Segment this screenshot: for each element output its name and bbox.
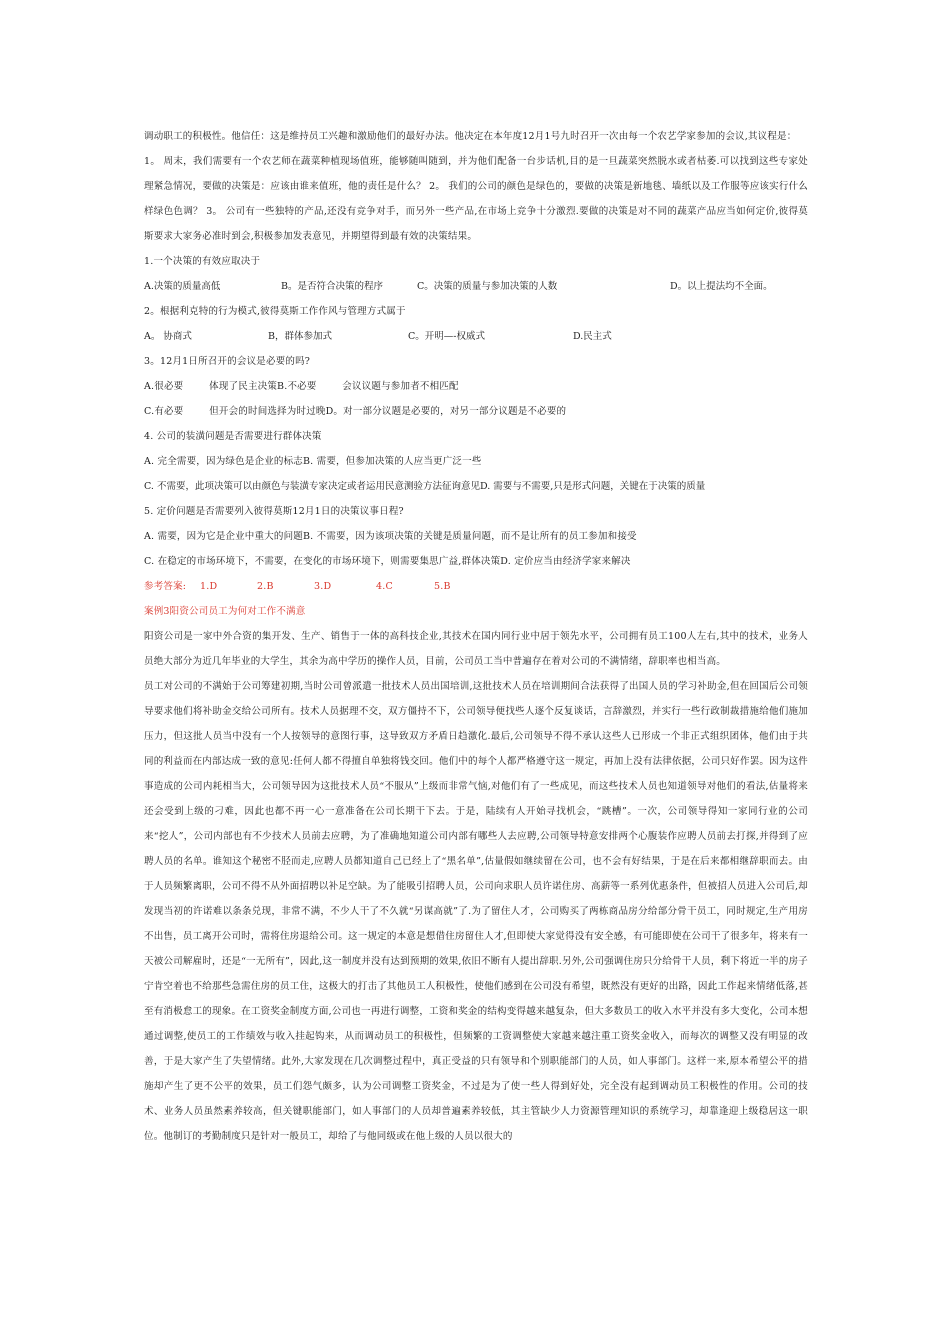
question-2-stem: 2。根据利克特的行为模式,彼得莫斯工作作风与管理方式属于 xyxy=(144,306,406,317)
question-2-option-a: A。 协商式 xyxy=(144,331,192,342)
intro-agenda-paragraph: 1。 周末，我们需要有一个农艺师在蔬菜种植现场值班，能够随叫随到，并为他们配备一台步话机,目的是一旦蔬菜突然脱水或者枯萎.可以找到这些专家处理紧急情况，要做的决策是：应该由谁来值班，他的责任是什么？ 2。 我们的公司的颜色是绿色的，要做的决策是新地毯、墙纸以及工作服等应该实行什么样绿色色调？ 3。 公司有一些独特的产品,还没有竞争对手，而另外一些产品,在市场上竞争十分激烈.要做的决策是对不同的蔬菜产品应当如何定价,彼得莫斯要求大家务必准时到会,积极参加发表意见，并期望得到最有效的决策结果。 xyxy=(144,156,808,242)
question-4-options-line-1: A. 完全需要，因为绿色是企业的标志B. 需要，但参加决策的人应当更广泛一些 xyxy=(144,456,482,467)
answer-key xyxy=(144,574,808,599)
question-3-options-line-2: C.有必要 但开会的时间选择为时过晚D。对一部分议题是必要的，对另一部分议题是不必要的 xyxy=(144,406,567,417)
question-3-stem: 3。12月1日所召开的会议是必要的吗? xyxy=(144,356,311,367)
answer-key-label: 参考答案: xyxy=(144,581,187,592)
answer-3: 3.D xyxy=(314,581,332,592)
question-3-options-line-1: A.很必要 体现了民主决策B.不必要 会议议题与参加者不相匹配 xyxy=(144,381,459,392)
question-5-options-line-1: A. 需要，因为它是企业中重大的问题B. 不需要，因为该项决策的关键是质量问题，而不是让所有的员工参加和接受 xyxy=(144,531,637,542)
answer-2: 2.B xyxy=(257,581,274,592)
question-5-stem: 5. 定价问题是否需要列入彼得莫斯12月1日的决策议事日程? xyxy=(144,506,404,517)
question-1-options xyxy=(144,274,808,299)
question-2-option-d: D.民主式 xyxy=(573,331,612,342)
question-2-options xyxy=(144,324,808,349)
question-1-stem: 1.一个决策的有效应取决于 xyxy=(144,256,261,267)
question-1-option-a: A.决策的质量高低 xyxy=(144,281,221,292)
question-2-option-b: B，群体参加式 xyxy=(268,331,332,342)
case-3-title: 案例3阳资公司员工为何对工作不满意 xyxy=(144,606,306,617)
question-1-option-c: C。决策的质量与参加决策的人数 xyxy=(417,281,558,292)
intro-paragraph-1: 调动职工的积极性。他信任：这是维持员工兴趣和激励他们的最好办法。他决定在本年度12月1号九时召开一次由每一个农艺学家参加的会议,其议程是： xyxy=(144,131,797,142)
answer-4: 4.C xyxy=(376,581,393,592)
answer-1: 1.D xyxy=(200,581,218,592)
case-3-paragraph-2: 员工对公司的不满始于公司筹建初期,当时公司曾派遣一批技术人员出国培训,这批技术人员在培训期间合法获得了出国人员的学习补助金,但在回国后公司领导要求他们将补助金交给公司所有。技术人员据理不交，双方僵持不下，公司领导便找些人逐个反复谈话，言辞激烈，并实行一些行政制裁措施给他们施加压力，但这批人员当中没有一个人按领导的意图行事，这导致双方矛盾日趋激化.最后,公司领导不得不承认这些人已形成一个非正式组织团体，他们由于共同的利益而在内部达成一致的意见:任何人都不得擅自单独将钱交回。他们中的每个人都严格遵守这一规定，再加上没有法律依据，公司只好作罢。因为这件事造成的公司内耗相当大，公司领导因为这批技术人员“不服从”上级而非常气恼,对他们有了一些成见，而这些技术人员也知道领导对他们的看法,估量将来还会受到上级的刁难，因此也都不再一心一意准备在公司长期干下去。于是，陆续有人开始寻找机会，“跳槽”。一次，公司领导得知一家同行业的公司来“挖人”，公司内部也有不少技术人员前去应聘，为了准确地知道公司内部有哪些人去应聘,公司领导特意安排两个心腹装作应聘人员前去打探,并得到了应聘人员的名单。谁知这个秘密不胫而走,应聘人员都知道自己已经上了“黑名单”,估量假如继续留在公司，也不会有好结果，于是在后来都相继辞职而去。由于人员频繁离职，公司不得不从外面招聘以补足空缺。为了能吸引招聘人员，公司向求职人员许诺住房、高薪等一系列优惠条件，但被招人员进入公司后,却发现当初的许诺难以条条兑现，非常不满，不少人干了不久就“另谋高就”了.为了留住人才，公司购买了两栋商品房分给部分骨干员工，同时规定,生产用房不出售，员工离开公司时，需将住房退给公司。这一规定的本意是想借住房留住人才,但即使大家觉得没有安全感，有可能即使在公司干了很多年，将来有一天被公司解雇时，还是“一无所有”，因此,这一制度并没有达到预期的效果,依旧不断有人提出辞职.另外,公司强调住房只分给骨干人员，剩下将近一半的房子宁肯空着也不给那些急需住房的员工住，这极大的打击了其他员工人积极性，使他们感到在公司没有希望，既然没有更好的出路，因此工作起来情绪低落,甚至有消极怠工的现象。在工资奖金制度方面,公司也一再进行调整，工资和奖金的结构变得越来越复杂，但大多数员工的收入水平并没有多大变化，公司本想通过调整,使员工的工作绩效与收入挂起钩来，从而调动员工的积极性，但频繁的工资调整使大家越来越注重工资奖金收入，而每次的调整又没有明显的改善，于是大家产生了失望情绪。此外,大家发现在几次调整过程中，真正受益的只有领导和个别职能部门的人员，如人事部门。这样一来,原本希望公平的措施却产生了更不公平的效果，员工们怨气颇多，认为公司调整工资奖金，不过是为了使一些人得到好处，完全没有起到调动员工积极性的作用。公司的技术、业务人员虽然素养较高，但关键职能部门，如人事部门的人员却普遍素养较低，其主管缺少人力资源管理知识的系统学习，却靠逢迎上级稳居这一职位。他制订的考勤制度只是针对一般员工，却给了与他同级或在他上级的人员以很大的 xyxy=(144,681,808,1142)
question-5-options-line-2: C. 在稳定的市场环境下，不需要，在变化的市场环境下，则需要集思广益,群体决策D. 定价应当由经济学家来解决 xyxy=(144,556,631,567)
question-1-option-d: D。以上提法均不全面。 xyxy=(670,281,773,292)
question-1-option-b: B。是否符合决策的程序 xyxy=(281,281,383,292)
question-2-option-c: C。开明—-权威式 xyxy=(408,331,485,342)
question-4-options-line-2: C. 不需要，此项决策可以由颜色与装潢专家决定或者运用民意测验方法征询意见D. 需要与不需要,只是形式问题，关键在于决策的质量 xyxy=(144,481,706,492)
document-page xyxy=(144,124,808,1149)
case-3-paragraph-1: 阳资公司是一家中外合资的集开发、生产、销售于一体的高科技企业,其技术在国内同行业中居于领先水平，公司拥有员工100人左右,其中的技术，业务人员绝大部分为近几年毕业的大学生，其余为高中学历的操作人员，目前，公司员工当中普遍存在着对公司的不满情绪，辞职率也相当高。 xyxy=(144,631,808,667)
answer-5: 5.B xyxy=(434,581,451,592)
question-4-stem: 4. 公司的装潢问题是否需要进行群体决策 xyxy=(144,431,322,442)
